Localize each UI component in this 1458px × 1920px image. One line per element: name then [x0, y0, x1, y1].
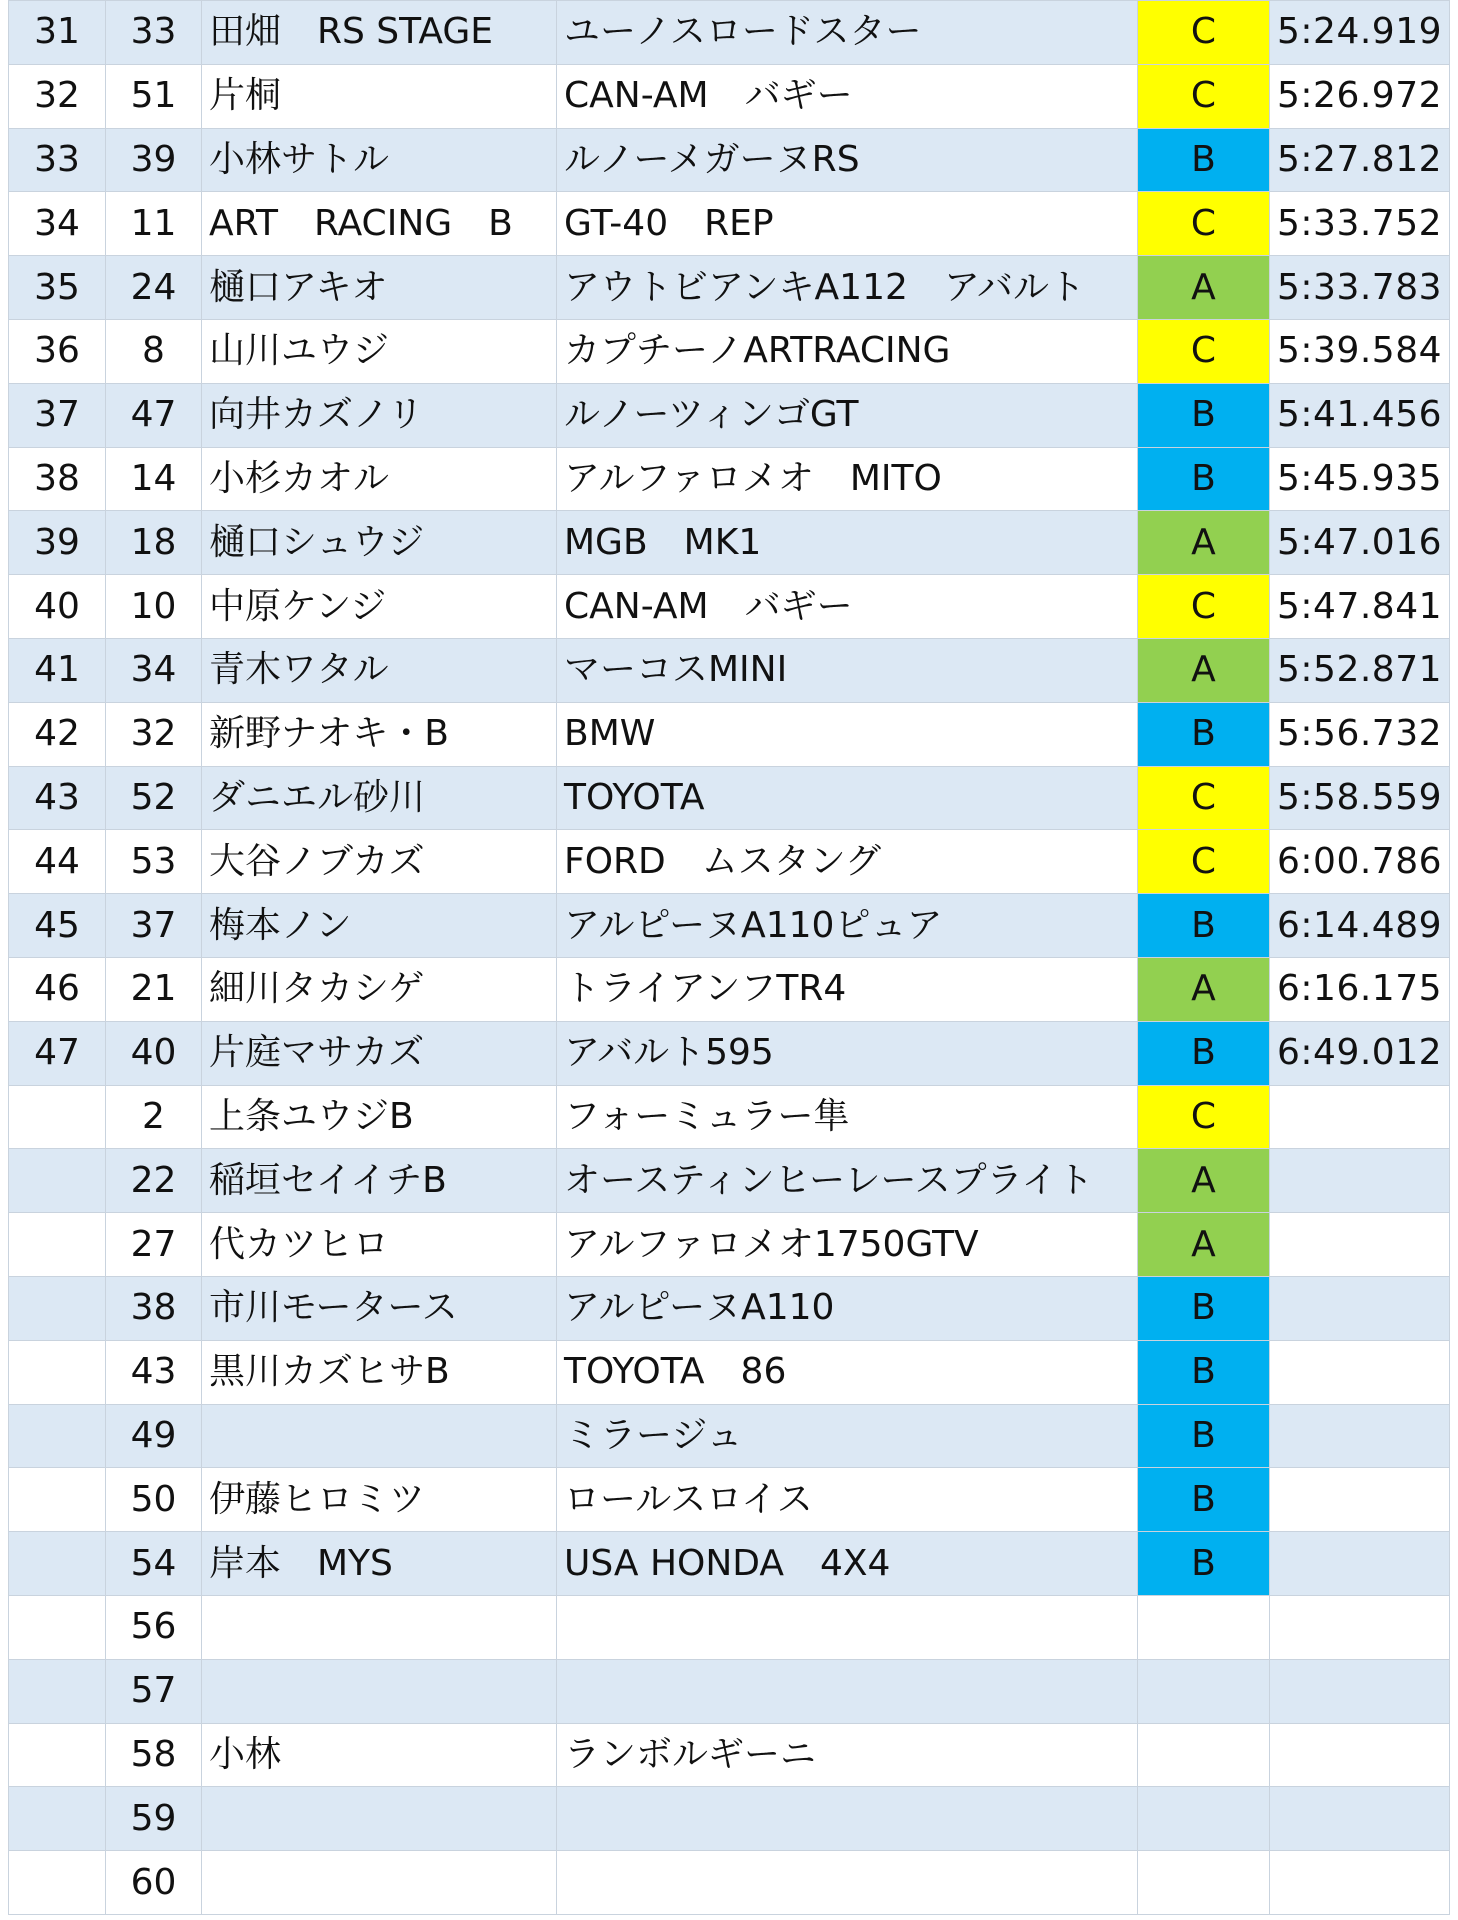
table-row — [9, 1085, 1450, 1149]
driver-name-cell: 稲垣セイイチB — [202, 1149, 557, 1213]
car-number-cell: 11 — [106, 192, 202, 256]
class-badge-cell: B — [1138, 1404, 1270, 1468]
car-number-cell: 50 — [106, 1468, 202, 1532]
table-row — [9, 1276, 1450, 1340]
position-cell — [9, 1276, 106, 1340]
lap-time-cell — [1270, 1595, 1450, 1659]
lap-time-cell — [1270, 1085, 1450, 1149]
car-model-cell — [557, 1787, 1138, 1851]
car-model-cell — [557, 1595, 1138, 1659]
car-number-cell: 47 — [106, 383, 202, 447]
car-model-cell — [557, 1659, 1138, 1723]
lap-time-cell — [1270, 1532, 1450, 1596]
position-cell: 45 — [9, 894, 106, 958]
car-model-cell: フォーミュラー隼 — [557, 1085, 1138, 1149]
car-model-cell: ミラージュ — [557, 1404, 1138, 1468]
car-model-cell: ルノーツィンゴGT — [557, 383, 1138, 447]
position-cell: 36 — [9, 319, 106, 383]
class-badge-cell: C — [1138, 575, 1270, 639]
table-row — [9, 1659, 1450, 1723]
table-row — [9, 1149, 1450, 1213]
driver-name-cell — [202, 1851, 557, 1915]
position-cell: 32 — [9, 64, 106, 128]
driver-name-cell: 山川ユウジ — [202, 319, 557, 383]
position-cell: 33 — [9, 128, 106, 192]
car-number-cell: 54 — [106, 1532, 202, 1596]
driver-name-cell: 樋口アキオ — [202, 256, 557, 320]
car-model-cell: マーコスMINI — [557, 638, 1138, 702]
class-badge-cell — [1138, 1787, 1270, 1851]
lap-time-cell: 5:26.972 — [1270, 64, 1450, 128]
car-number-cell: 39 — [106, 128, 202, 192]
lap-time-cell: 5:33.752 — [1270, 192, 1450, 256]
car-model-cell: アウトビアンキA112 アバルト — [557, 256, 1138, 320]
table-row — [9, 1468, 1450, 1532]
class-badge-cell — [1138, 1659, 1270, 1723]
car-model-cell: アルファロメオ1750GTV — [557, 1213, 1138, 1277]
position-cell — [9, 1532, 106, 1596]
class-badge-cell: C — [1138, 766, 1270, 830]
car-number-cell: 53 — [106, 830, 202, 894]
results-table — [8, 0, 1450, 1915]
class-badge-cell: B — [1138, 383, 1270, 447]
position-cell: 44 — [9, 830, 106, 894]
car-number-cell: 49 — [106, 1404, 202, 1468]
table-row — [9, 638, 1450, 702]
driver-name-cell: 樋口シュウジ — [202, 511, 557, 575]
class-badge-cell: A — [1138, 256, 1270, 320]
table-row — [9, 575, 1450, 639]
table-row — [9, 511, 1450, 575]
class-badge-cell: C — [1138, 192, 1270, 256]
table-row — [9, 64, 1450, 128]
lap-time-cell: 5:39.584 — [1270, 319, 1450, 383]
driver-name-cell — [202, 1787, 557, 1851]
driver-name-cell — [202, 1659, 557, 1723]
table-row — [9, 1, 1450, 65]
lap-time-cell: 6:16.175 — [1270, 957, 1450, 1021]
car-number-cell: 56 — [106, 1595, 202, 1659]
car-number-cell: 24 — [106, 256, 202, 320]
driver-name-cell — [202, 1595, 557, 1659]
car-number-cell: 51 — [106, 64, 202, 128]
lap-time-cell — [1270, 1276, 1450, 1340]
lap-time-cell — [1270, 1149, 1450, 1213]
lap-time-cell — [1270, 1851, 1450, 1915]
driver-name-cell: 梅本ノン — [202, 894, 557, 958]
class-badge-cell: B — [1138, 1532, 1270, 1596]
lap-time-cell — [1270, 1787, 1450, 1851]
class-badge-cell — [1138, 1723, 1270, 1787]
class-badge-cell: C — [1138, 64, 1270, 128]
lap-time-cell — [1270, 1659, 1450, 1723]
position-cell — [9, 1213, 106, 1277]
position-cell — [9, 1851, 106, 1915]
class-badge-cell: B — [1138, 128, 1270, 192]
car-model-cell: アルピーヌA110 — [557, 1276, 1138, 1340]
results-table-body — [9, 1, 1450, 1915]
class-badge-cell: B — [1138, 702, 1270, 766]
position-cell: 47 — [9, 1021, 106, 1085]
table-row — [9, 1340, 1450, 1404]
car-number-cell: 8 — [106, 319, 202, 383]
car-model-cell: ルノーメガーヌRS — [557, 128, 1138, 192]
driver-name-cell: 中原ケンジ — [202, 575, 557, 639]
driver-name-cell: 上条ユウジB — [202, 1085, 557, 1149]
class-badge-cell: B — [1138, 447, 1270, 511]
car-model-cell: USA HONDA 4X4 — [557, 1532, 1138, 1596]
driver-name-cell: 大谷ノブカズ — [202, 830, 557, 894]
table-row — [9, 766, 1450, 830]
car-number-cell: 22 — [106, 1149, 202, 1213]
table-row — [9, 1787, 1450, 1851]
car-number-cell: 40 — [106, 1021, 202, 1085]
position-cell: 37 — [9, 383, 106, 447]
table-row — [9, 256, 1450, 320]
car-number-cell: 33 — [106, 1, 202, 65]
table-row — [9, 1213, 1450, 1277]
position-cell: 43 — [9, 766, 106, 830]
class-badge-cell: C — [1138, 1085, 1270, 1149]
lap-time-cell: 5:47.016 — [1270, 511, 1450, 575]
lap-time-cell — [1270, 1213, 1450, 1277]
position-cell: 34 — [9, 192, 106, 256]
position-cell: 40 — [9, 575, 106, 639]
car-model-cell: トライアンフTR4 — [557, 957, 1138, 1021]
table-row — [9, 1595, 1450, 1659]
car-number-cell: 34 — [106, 638, 202, 702]
table-row — [9, 702, 1450, 766]
table-row — [9, 894, 1450, 958]
car-model-cell: CAN-AM バギー — [557, 64, 1138, 128]
class-badge-cell: A — [1138, 511, 1270, 575]
position-cell: 42 — [9, 702, 106, 766]
table-row — [9, 192, 1450, 256]
lap-time-cell — [1270, 1468, 1450, 1532]
car-model-cell: アルファロメオ MITO — [557, 447, 1138, 511]
table-row — [9, 1404, 1450, 1468]
position-cell — [9, 1468, 106, 1532]
class-badge-cell — [1138, 1851, 1270, 1915]
class-badge-cell: B — [1138, 1021, 1270, 1085]
driver-name-cell: 代カツヒロ — [202, 1213, 557, 1277]
table-row — [9, 957, 1450, 1021]
class-badge-cell: B — [1138, 894, 1270, 958]
lap-time-cell — [1270, 1340, 1450, 1404]
lap-time-cell: 5:56.732 — [1270, 702, 1450, 766]
lap-time-cell: 5:52.871 — [1270, 638, 1450, 702]
table-row — [9, 128, 1450, 192]
position-cell — [9, 1149, 106, 1213]
lap-time-cell — [1270, 1404, 1450, 1468]
driver-name-cell: 黒川カズヒサB — [202, 1340, 557, 1404]
class-badge-cell: B — [1138, 1340, 1270, 1404]
car-number-cell: 37 — [106, 894, 202, 958]
driver-name-cell: 新野ナオキ・B — [202, 702, 557, 766]
class-badge-cell: B — [1138, 1276, 1270, 1340]
lap-time-cell: 5:27.812 — [1270, 128, 1450, 192]
class-badge-cell: B — [1138, 1468, 1270, 1532]
car-number-cell: 43 — [106, 1340, 202, 1404]
class-badge-cell: A — [1138, 957, 1270, 1021]
driver-name-cell: 田畑 RS STAGE — [202, 1, 557, 65]
driver-name-cell: 岸本 MYS — [202, 1532, 557, 1596]
driver-name-cell: 青木ワタル — [202, 638, 557, 702]
class-badge-cell: C — [1138, 830, 1270, 894]
position-cell: 41 — [9, 638, 106, 702]
driver-name-cell: 小杉カオル — [202, 447, 557, 511]
driver-name-cell — [202, 1404, 557, 1468]
class-badge-cell: C — [1138, 1, 1270, 65]
position-cell: 39 — [9, 511, 106, 575]
lap-time-cell: 6:14.489 — [1270, 894, 1450, 958]
lap-time-cell: 5:45.935 — [1270, 447, 1450, 511]
car-number-cell: 14 — [106, 447, 202, 511]
lap-time-cell: 5:58.559 — [1270, 766, 1450, 830]
car-number-cell: 32 — [106, 702, 202, 766]
position-cell — [9, 1595, 106, 1659]
driver-name-cell: 市川モータース — [202, 1276, 557, 1340]
lap-time-cell: 5:41.456 — [1270, 383, 1450, 447]
driver-name-cell: 小林サトル — [202, 128, 557, 192]
table-row — [9, 1532, 1450, 1596]
driver-name-cell: 伊藤ヒロミツ — [202, 1468, 557, 1532]
class-badge-cell: A — [1138, 1213, 1270, 1277]
car-model-cell: アバルト595 — [557, 1021, 1138, 1085]
car-number-cell: 10 — [106, 575, 202, 639]
driver-name-cell: 片桐 — [202, 64, 557, 128]
car-number-cell: 18 — [106, 511, 202, 575]
car-model-cell: FORD ムスタング — [557, 830, 1138, 894]
position-cell: 46 — [9, 957, 106, 1021]
car-model-cell — [557, 1851, 1138, 1915]
class-badge-cell — [1138, 1595, 1270, 1659]
lap-time-cell: 6:00.786 — [1270, 830, 1450, 894]
position-cell: 38 — [9, 447, 106, 511]
car-number-cell: 59 — [106, 1787, 202, 1851]
position-cell: 35 — [9, 256, 106, 320]
car-model-cell: カプチーノARTRACING — [557, 319, 1138, 383]
position-cell — [9, 1787, 106, 1851]
table-row — [9, 1851, 1450, 1915]
position-cell — [9, 1404, 106, 1468]
position-cell: 31 — [9, 1, 106, 65]
car-model-cell: CAN-AM バギー — [557, 575, 1138, 639]
class-badge-cell: A — [1138, 638, 1270, 702]
car-model-cell: BMW — [557, 702, 1138, 766]
lap-time-cell: 5:47.841 — [1270, 575, 1450, 639]
car-model-cell: TOYOTA — [557, 766, 1138, 830]
position-cell — [9, 1340, 106, 1404]
table-row — [9, 1021, 1450, 1085]
car-model-cell: ランボルギーニ — [557, 1723, 1138, 1787]
table-row — [9, 447, 1450, 511]
car-model-cell: MGB MK1 — [557, 511, 1138, 575]
car-number-cell: 52 — [106, 766, 202, 830]
car-model-cell: オースティンヒーレースプライト — [557, 1149, 1138, 1213]
car-number-cell: 57 — [106, 1659, 202, 1723]
driver-name-cell: 向井カズノリ — [202, 383, 557, 447]
car-model-cell: ロールスロイス — [557, 1468, 1138, 1532]
table-row — [9, 830, 1450, 894]
car-model-cell: ユーノスロードスター — [557, 1, 1138, 65]
car-number-cell: 60 — [106, 1851, 202, 1915]
driver-name-cell: ART RACING B — [202, 192, 557, 256]
lap-time-cell — [1270, 1723, 1450, 1787]
table-row — [9, 1723, 1450, 1787]
car-number-cell: 27 — [106, 1213, 202, 1277]
car-model-cell: GT-40 REP — [557, 192, 1138, 256]
car-number-cell: 21 — [106, 957, 202, 1021]
table-row — [9, 319, 1450, 383]
position-cell — [9, 1659, 106, 1723]
table-row — [9, 383, 1450, 447]
position-cell — [9, 1085, 106, 1149]
driver-name-cell: 片庭マサカズ — [202, 1021, 557, 1085]
class-badge-cell: A — [1138, 1149, 1270, 1213]
driver-name-cell: 小林 — [202, 1723, 557, 1787]
lap-time-cell: 6:49.012 — [1270, 1021, 1450, 1085]
lap-time-cell: 5:33.783 — [1270, 256, 1450, 320]
car-model-cell: アルピーヌA110ピュア — [557, 894, 1138, 958]
lap-time-cell: 5:24.919 — [1270, 1, 1450, 65]
position-cell — [9, 1723, 106, 1787]
car-number-cell: 58 — [106, 1723, 202, 1787]
car-number-cell: 38 — [106, 1276, 202, 1340]
driver-name-cell: ダニエル砂川 — [202, 766, 557, 830]
car-model-cell: TOYOTA 86 — [557, 1340, 1138, 1404]
driver-name-cell: 細川タカシゲ — [202, 957, 557, 1021]
class-badge-cell: C — [1138, 319, 1270, 383]
car-number-cell: 2 — [106, 1085, 202, 1149]
